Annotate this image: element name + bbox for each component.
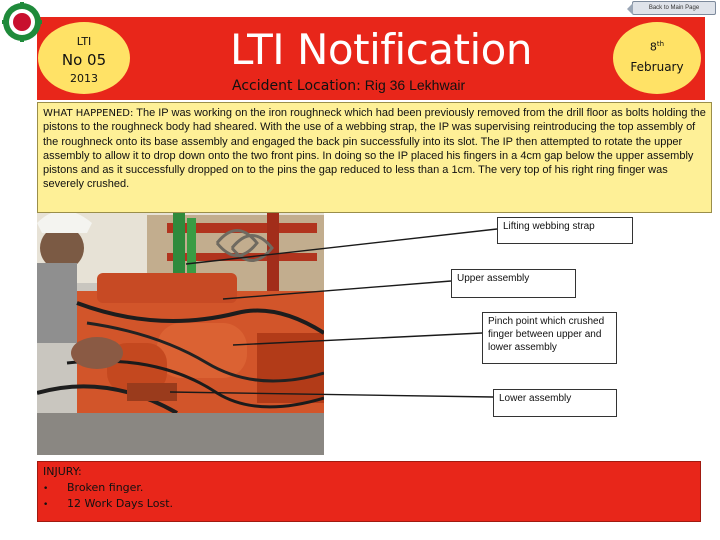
location-value: Rig 36 Lekhwair	[364, 77, 466, 93]
lti-label: LTI	[76, 35, 92, 48]
company-logo-icon	[2, 2, 42, 42]
back-to-main-page-label: Back to Main Page	[648, 5, 700, 11]
page-title: LTI Notification	[230, 25, 532, 74]
incident-photo	[37, 213, 324, 455]
location-label: Accident Location:	[232, 78, 361, 94]
bullet-icon: •	[43, 500, 49, 511]
back-to-main-page-button[interactable]	[632, 1, 716, 15]
date-day	[613, 40, 701, 54]
lti-year: 2013	[70, 72, 98, 85]
injury-box	[37, 461, 701, 522]
callout-lifting-webbing-strap: Lifting webbing strap	[497, 217, 633, 244]
list-item	[43, 496, 695, 512]
accident-location	[232, 77, 465, 94]
date-day-number: 8	[649, 40, 657, 54]
lti-number-badge	[38, 22, 130, 94]
what-happened-box	[37, 102, 712, 213]
lti-number: No 05	[61, 51, 107, 69]
injury-label: INJURY:	[43, 465, 82, 478]
injury-item-text: Broken finger.	[67, 481, 144, 494]
callout-pinch-point: Pinch point which crushed finger between upper and lower assembly	[482, 312, 617, 364]
bullet-icon: •	[43, 484, 49, 494]
date-day-suffix: th	[656, 40, 665, 48]
date-badge	[613, 22, 701, 94]
date-month: February	[630, 60, 684, 74]
injury-list	[43, 480, 695, 512]
callout-lower-assembly: Lower assembly	[493, 389, 617, 417]
callout-upper-assembly: Upper assembly	[451, 269, 576, 298]
what-happened-text: The IP was working on the iron roughneck which had been previously removed from the drill floor as bolts holding the pistons to the roughneck body had sheared. With the use of a webbing strap, the IP was supervising reintroducing the top assembly of the roughneck onto its base assembly and engaged the back pin successfully into its slot. The IP then attempted to rotate the upper assembly to allow it to drop down onto the two front pins. In doing so the IP placed his fingers in a 4cm gap below the upper assembly pistons and as it successfully dropped on to the pins the gap reduced to less than a 1cm. The very top of his right ring finger was severely crushed.	[43, 107, 706, 191]
injury-item-text: 12 Work Days Lost.	[67, 497, 173, 511]
what-happened-label: WHAT HAPPENED:	[43, 108, 134, 119]
list-item	[43, 480, 695, 496]
